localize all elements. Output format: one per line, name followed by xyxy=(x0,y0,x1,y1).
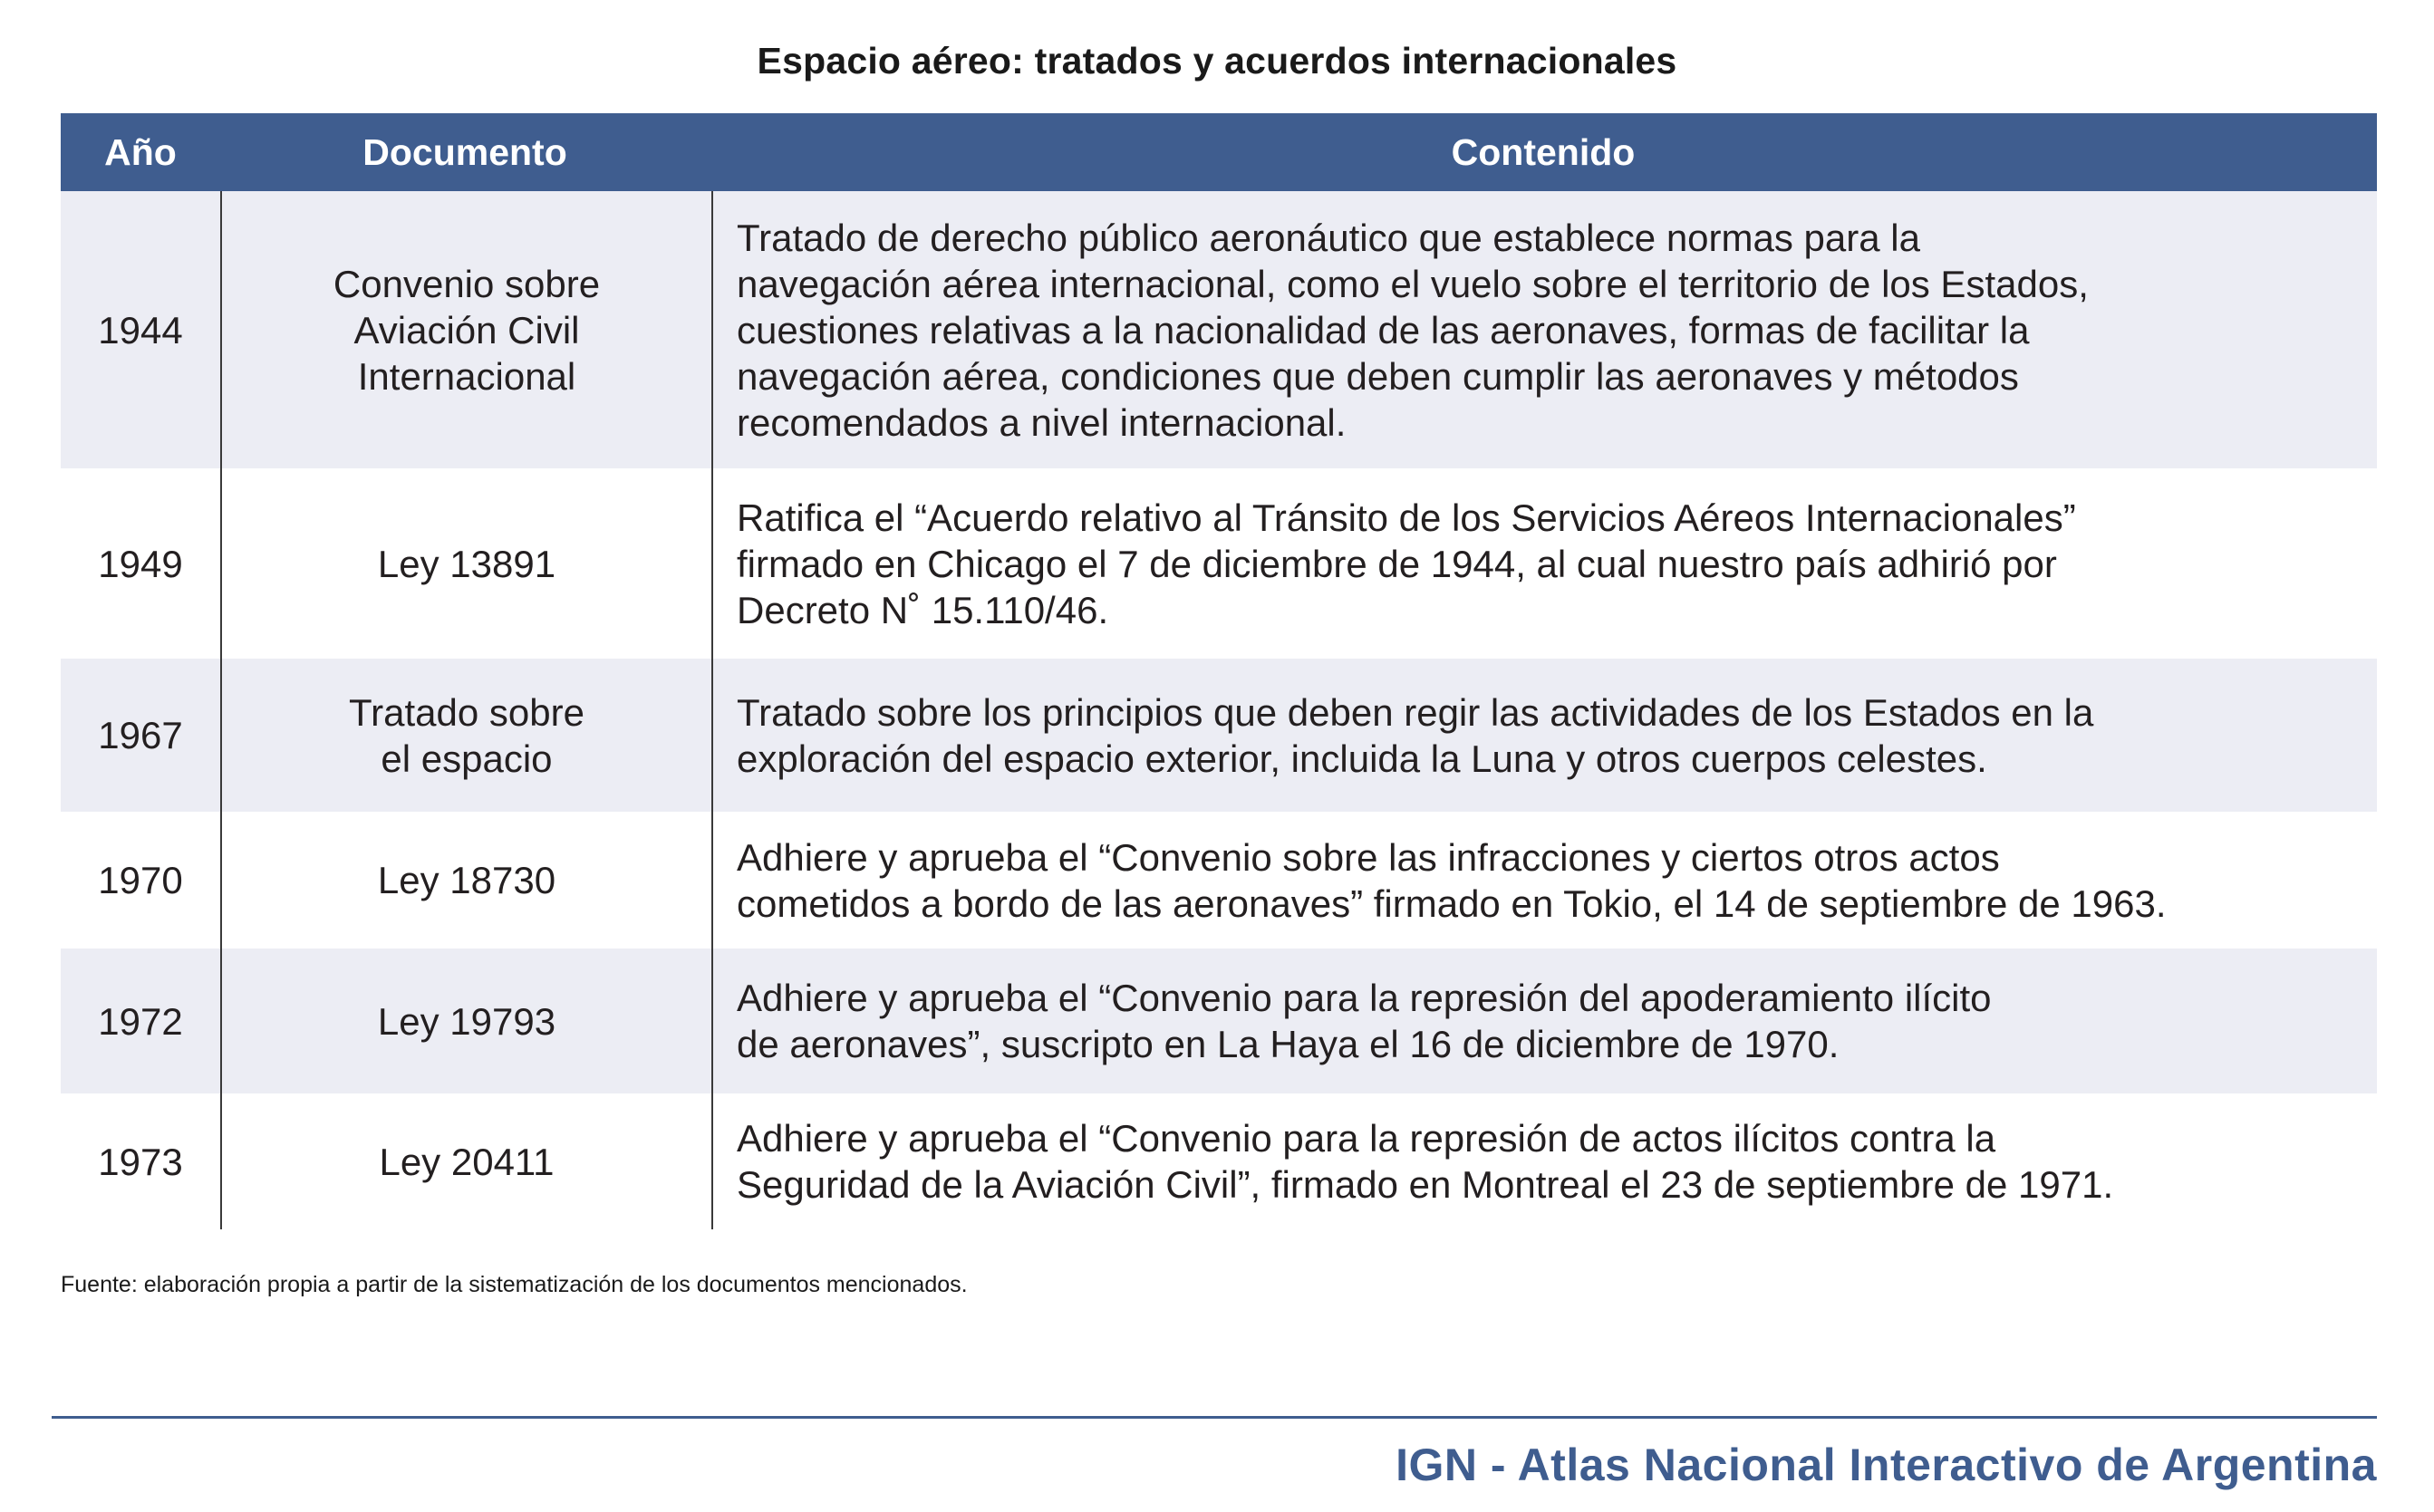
row-content: Adhiere y aprueba el “Convenio para la represión del apoderamiento ilícito de aeronaves”, suscripto en La Haya el 16 de diciembre de 1970. xyxy=(737,977,1992,1065)
table-header xyxy=(61,113,2377,191)
table-title: Espacio aéreo: tratados y acuerdos internacionales xyxy=(757,40,1677,82)
table-row xyxy=(61,191,2377,468)
table-row xyxy=(61,468,2377,659)
row-content: Tratado de derecho público aeronáutico que establece normas para la navegación aérea internacional, como el vuelo sobre el territorio de los Estados, cuestiones relativas a la nacionalidad de las aeronaves, formas de facilitar la navegación aérea, condiciones que deben cumplir las aeronaves y métodos recomendados a nivel internacional. xyxy=(737,216,2089,444)
row-document: Ley 19793 xyxy=(222,949,713,1093)
row-document: Ley 13891 xyxy=(222,468,713,659)
row-document: Convenio sobre Aviación Civil Internacional xyxy=(222,191,713,468)
row-document: Tratado sobre el espacio xyxy=(222,659,713,812)
row-year: 1973 xyxy=(61,1093,222,1229)
header-year: Año xyxy=(104,130,177,173)
row-document: Ley 20411 xyxy=(222,1093,713,1229)
row-content: Tratado sobre los principios que deben regir las actividades de los Estados en la exploración del espacio exterior, incluida la Luna y otros cuerpos celestes. xyxy=(737,690,2094,780)
row-content: Adhiere y aprueba el “Convenio sobre las infracciones y ciertos otros actos cometidos a bordo de las aeronaves” firmado en Tokio, el 14 de septiembre de 1963. xyxy=(737,835,2167,925)
header-content: Contenido xyxy=(1451,130,1636,173)
row-content: Adhiere y aprueba el “Convenio para la represión de actos ilícitos contra la Seguridad de la Aviación Civil”, firmado en Montreal el 23 de septiembre de 1971. xyxy=(737,1117,2114,1206)
table-row xyxy=(61,949,2377,1093)
footer-divider xyxy=(52,1416,2377,1419)
treaties-table xyxy=(61,113,2377,1229)
source-note: Fuente: elaboración propia a partir de la sistematización de los documentos mencionados. xyxy=(61,1272,968,1297)
header-document: Documento xyxy=(362,130,567,173)
row-year: 1949 xyxy=(61,468,222,659)
row-year: 1970 xyxy=(61,812,222,949)
row-document: Ley 18730 xyxy=(222,812,713,949)
row-year: 1944 xyxy=(61,191,222,468)
row-content: Ratifica el “Acuerdo relativo al Tránsito de los Servicios Aéreos Internacionales” firmado en Chicago el 7 de diciembre de 1944, al cual nuestro país adhirió por Decreto N˚ 15.110/46. xyxy=(737,496,2076,631)
table-row xyxy=(61,659,2377,812)
table-row xyxy=(61,812,2377,949)
table-row xyxy=(61,1093,2377,1229)
row-year: 1967 xyxy=(61,659,222,812)
row-year: 1972 xyxy=(61,949,222,1093)
footer-brand: IGN - Atlas Nacional Interactivo de Argentina xyxy=(1396,1440,2377,1490)
